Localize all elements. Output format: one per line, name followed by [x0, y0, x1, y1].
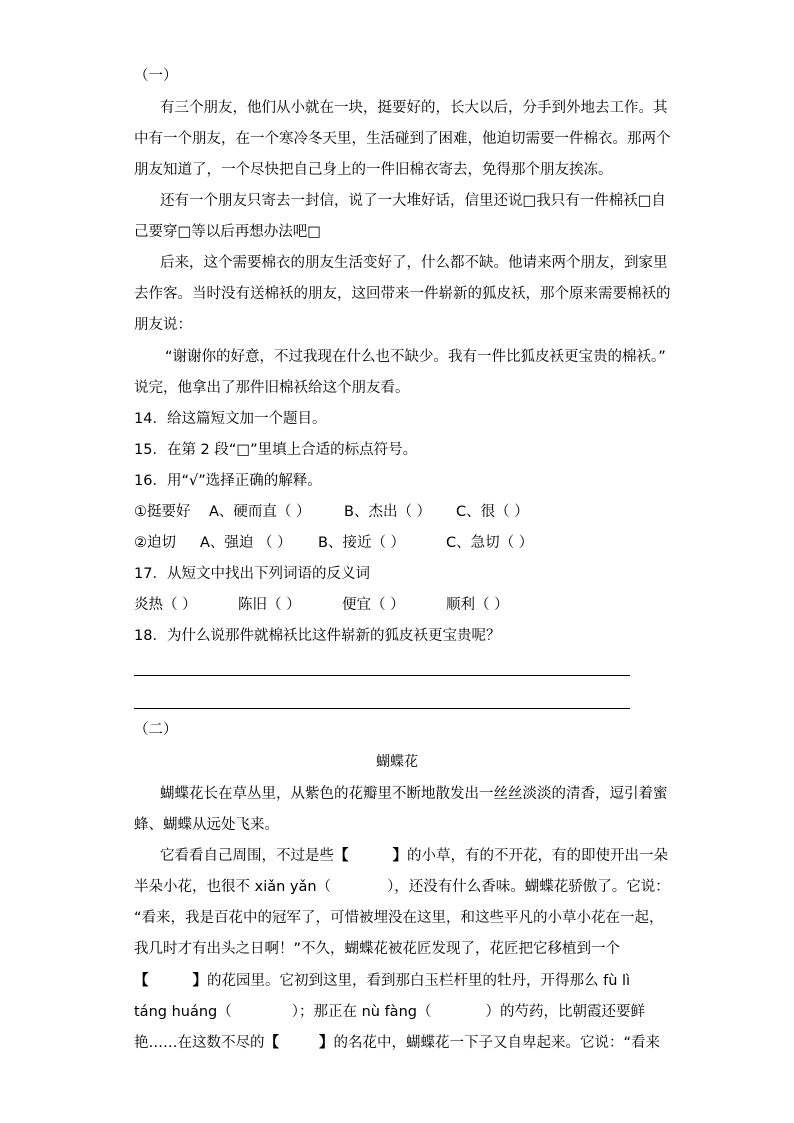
- text-line: “谢谢你的好意，不过我现在什么也不缺少。我有一件比狐皮袄更宝贵的棉袄。”: [165, 349, 666, 365]
- text-line: 我几时才有出头之日啊！”不久，蝴蝶花被花匠发现了，花匠把它移植到一个: [134, 941, 621, 957]
- answer-line[interactable]: [134, 675, 630, 676]
- option-c[interactable]: C、很（ ）: [456, 504, 529, 520]
- text-line: 【 】的花园里。它初到这里，看到那白玉栏杆里的牡丹，开得那么 fù lì: [134, 973, 631, 989]
- text-line: 蝴蝶花长在草丛里，从紫色的花瓣里不断地散发出一丝丝淡淡的清香，逗引着蜜: [160, 786, 668, 802]
- q17-items: [134, 595, 509, 615]
- passage-title: 蝴蝶花: [376, 754, 418, 770]
- answer-blank[interactable]: 顺利（ ）: [446, 597, 509, 613]
- question-16: 16．用“√”选择正确的解释。: [134, 473, 322, 489]
- text-line: táng huáng（ ）；那正在 nù fàng（ ）的芍药，比朝霞还要鲜: [134, 1004, 645, 1020]
- text-line: 朋友说：: [134, 317, 192, 333]
- question-17: 17．从短文中找出下列词语的反义词: [134, 566, 370, 582]
- text-line: 半朵小花，也很不 xiǎn yǎn（ ），还没有什么香味。蝴蝶花骄傲了。它说：: [134, 879, 670, 895]
- answer-blank[interactable]: 陈旧（ ）: [238, 597, 301, 613]
- question-15: 15．在第 2 段“□”里填上合适的标点符号。: [134, 442, 418, 458]
- text-line: 后来，这个需要棉衣的朋友生活变好了，什么都不缺。他请来两个朋友，到家里: [160, 255, 668, 271]
- option-a[interactable]: A、硬而直（ ）: [209, 504, 311, 520]
- text-line: 还有一个朋友只寄去一封信，说了一大堆好话，信里还说□我只有一件棉袄□自: [160, 193, 666, 209]
- option-b[interactable]: B、接近（ ）: [318, 535, 406, 551]
- bracket-blank[interactable]: 【 】: [134, 973, 207, 989]
- text-line: 艳……在这数不尽的【 】的名花中，蝴蝶花一下子又自卑起来。它说：“看来: [134, 1035, 661, 1051]
- option-a[interactable]: A、强迫 （ ）: [200, 535, 292, 551]
- option-c[interactable]: C、急切（ ）: [446, 535, 534, 551]
- answer-blank[interactable]: 炎热（ ）: [134, 597, 197, 613]
- q16-term: ①挺要好: [134, 504, 191, 520]
- q16-row-2: [134, 533, 533, 553]
- text-line: 己要穿□等以后再想办法吧□: [134, 224, 321, 240]
- heading-2: （二）: [134, 722, 178, 738]
- question-14: 14．给这篇短文加一个题目。: [134, 411, 327, 427]
- text-line: 有三个朋友，他们从小就在一块，挺要好的，长大以后，分手到外地去工作。其: [160, 100, 668, 116]
- answer-line[interactable]: [134, 708, 630, 709]
- text-line: 朋友知道了，一个尽快把自己身上的一件旧棉衣寄去，免得那个朋友挨冻。: [134, 162, 613, 178]
- option-b[interactable]: B、杰出（ ）: [344, 504, 432, 520]
- q16-row-1: [134, 502, 529, 522]
- bracket-blank[interactable]: 【 】: [334, 848, 407, 864]
- answer-blank[interactable]: 便宜（ ）: [342, 597, 405, 613]
- text-line: 中有一个朋友，在一个寒冷冬天里，生活碰到了困难，他迫切需要一件棉衣。那两个: [134, 131, 671, 147]
- bracket-blank[interactable]: 【 】: [264, 1035, 334, 1051]
- text-line: 去作客。当时没有送棉袄的朋友，这回带来一件崭新的狐皮袄，那个原来需要棉袄的: [134, 286, 671, 302]
- text-line: 蜂、蝴蝶从远处飞来。: [134, 817, 279, 833]
- q16-term: ②迫切: [134, 535, 176, 551]
- text-line: 它看看自己周围，不过是些【 】的小草，有的不开花，有的即使开出一朵: [160, 848, 668, 864]
- text-line: 说完，他拿出了那件旧棉袄给这个朋友看。: [134, 380, 410, 396]
- heading-1: （一）: [134, 68, 178, 84]
- question-18: 18．为什么说那件就棉袄比这件崭新的狐皮袄更宝贵呢？: [134, 628, 501, 644]
- text-line: “看来，我是百花中的冠军了，可惜被埋没在这里，和这些平凡的小草小花在一起，: [134, 910, 664, 926]
